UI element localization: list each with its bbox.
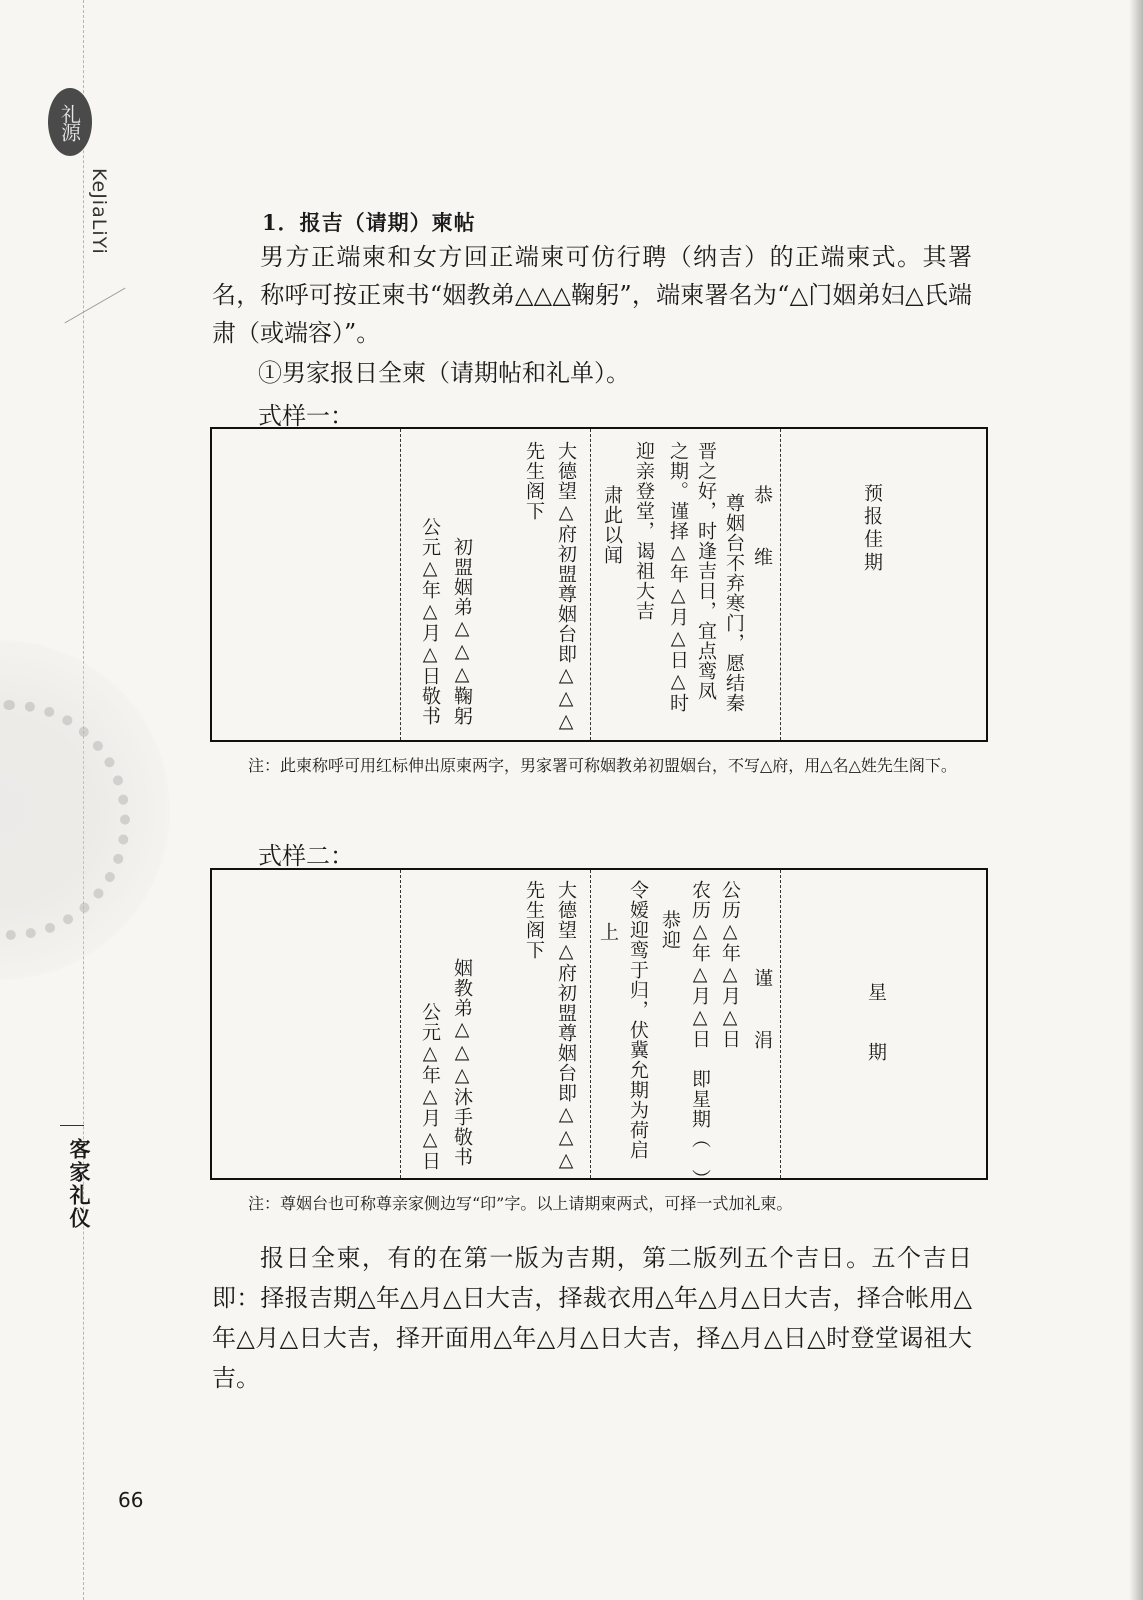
greeting-column: 谨 涓 bbox=[751, 968, 773, 1061]
closing-paragraph: 报日全柬，有的在第一版为吉期，第二版列五个吉日。五个吉日即：择报吉期△年△月△日大吉，择裁衣用△年△月△日大吉，择合帐用△年△月△日大吉，择开面用△年△月△日大吉，择△月△日△时登堂谒祖大吉。 bbox=[212, 1244, 972, 1392]
sample1-label: 式样一： bbox=[258, 402, 354, 430]
card-divider bbox=[780, 870, 781, 1178]
card-divider bbox=[590, 870, 591, 1178]
addressee-column: 先生阁下 bbox=[523, 880, 545, 960]
sample1-card bbox=[210, 427, 988, 742]
side-book-title: 客家礼仪 bbox=[67, 1138, 92, 1230]
side-latin-title: KeJiaLiYi bbox=[88, 168, 110, 255]
body-column: 肃此以闻 bbox=[601, 485, 623, 565]
addressee-column: 大德望△府初盟尊姻台即△△△ bbox=[555, 880, 577, 1172]
sample2-card bbox=[210, 868, 988, 1189]
body-column: 令嫒迎鸾于归，伏冀允期为荷启 bbox=[627, 880, 649, 1160]
card-divider bbox=[400, 870, 401, 1178]
sample2-label: 式样二： bbox=[258, 842, 354, 870]
side-rule bbox=[64, 288, 125, 324]
intro-paragraph: 男方正端柬和女方回正端柬可仿行聘（纳吉）的正端柬式。其署名，称呼可按正柬书“姻教弟△△△鞠躬”，端柬署名为“△门姻弟妇△氏端肃（或端容）”。 bbox=[212, 243, 972, 347]
side-book-rule bbox=[60, 1125, 84, 1126]
sample1-note: 注：此柬称呼可用红标伸出原柬两字，男家署可称姻教弟初盟姻台，不写△府，用△名△姓先生阁下。 bbox=[248, 756, 957, 775]
card-title: 预报佳期 bbox=[861, 483, 883, 575]
body-column: 之期。谨择△年△月△日△时 bbox=[667, 441, 689, 713]
body-column: 上 bbox=[597, 922, 619, 942]
date-column: 公元△年△月△日敬书 bbox=[419, 517, 441, 726]
addressee-column: 大德望△府初盟尊姻台即△△△ bbox=[555, 441, 577, 733]
card-divider bbox=[400, 429, 401, 740]
date-column: 公历△年△月△日 bbox=[719, 880, 741, 1049]
greeting-column: 恭 维 bbox=[751, 485, 773, 578]
body-column: 尊姻台不弃寒门，愿结秦 bbox=[723, 493, 745, 713]
card-divider bbox=[590, 429, 591, 740]
body-column: 晋之好，时逢吉日，宜点鸾凤 bbox=[695, 441, 717, 701]
addressee-column: 先生阁下 bbox=[523, 441, 545, 521]
signature-column: 初盟姻弟△△△鞠躬 bbox=[451, 537, 473, 726]
section-heading: 1．报吉（请期）柬帖 bbox=[262, 210, 476, 235]
card-divider bbox=[780, 429, 781, 740]
card-title: 星 期 bbox=[865, 982, 887, 1062]
list-item-paragraph: ①男家报日全柬（请期帖和礼单）。 bbox=[258, 359, 630, 387]
body-column: 迎亲登堂，谒祖大吉 bbox=[633, 441, 655, 621]
seal-logo: 礼源 bbox=[48, 88, 92, 156]
page-number: 66 bbox=[118, 1488, 144, 1512]
sample2-note: 注：尊姻台也可称尊亲家侧边写“印”字。以上请期柬两式，可择一式加礼柬。 bbox=[248, 1194, 793, 1213]
body-column: 恭迎 bbox=[659, 910, 681, 950]
page-edge-shadow bbox=[1129, 0, 1143, 1600]
cloud-ornament-icon bbox=[0, 640, 170, 980]
date-column: 农历△年△月△日 即星期（ ） bbox=[689, 880, 711, 1189]
signature-column: 姻教弟△△△沐手敬书 bbox=[451, 958, 473, 1167]
date-column: 公元△年△月△日 bbox=[419, 1002, 441, 1171]
